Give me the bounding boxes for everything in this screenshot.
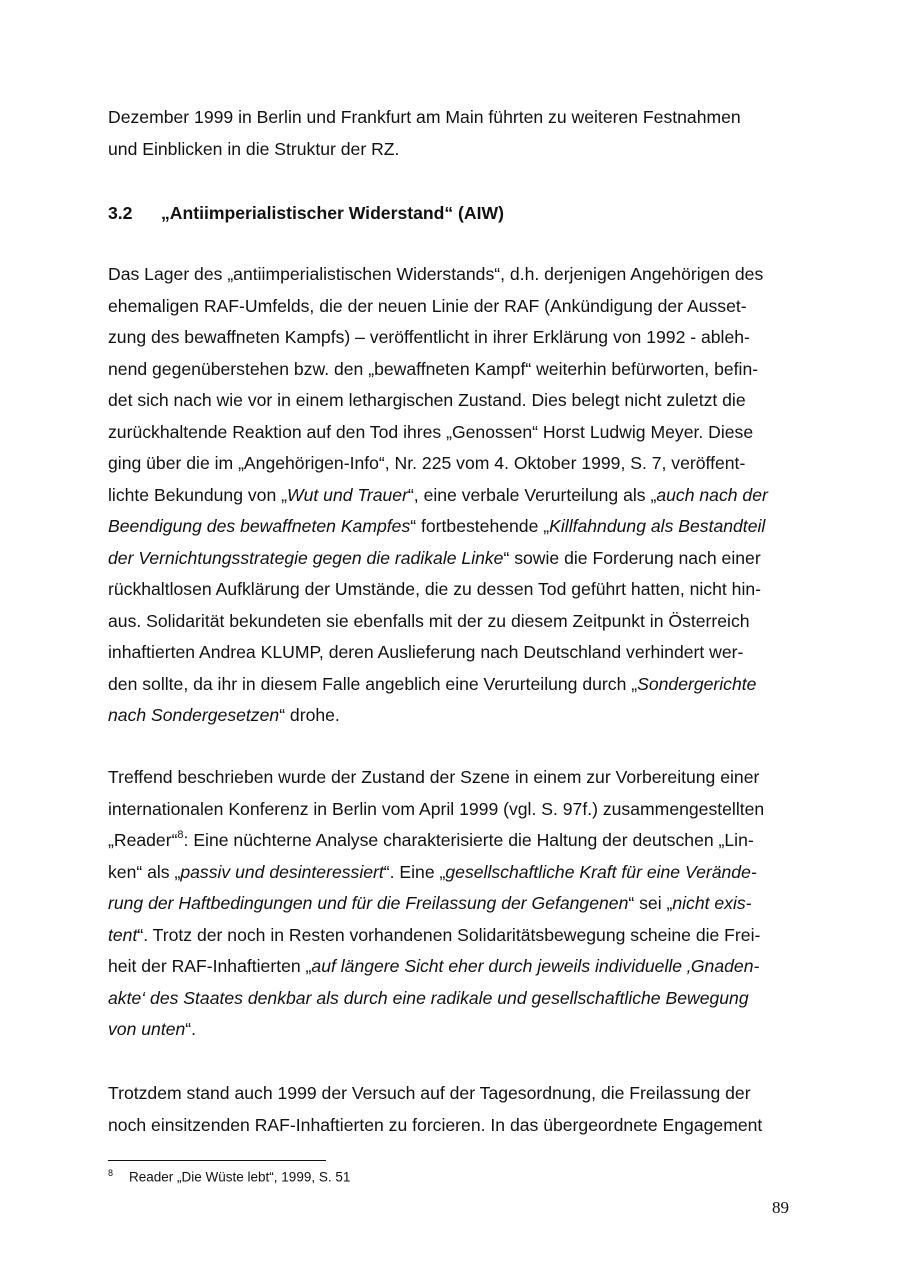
footnote [108, 1168, 350, 1185]
footnote-text: Reader „Die Wüste lebt“, 1999, S. 51 [129, 1169, 351, 1185]
text-line: nach Sondergesetzen“ drohe. [108, 705, 340, 725]
footnote-reference[interactable]: 8 [177, 829, 184, 842]
paragraph-1 [108, 259, 768, 732]
section-title: „Antiimperialistischer Widerstand“ (AIW) [161, 203, 504, 223]
text-line: rung der Haftbedingungen und für die Freilassung der Gefangenen“ sei „nicht exis- [108, 893, 752, 913]
quote-italic: der Vernichtungsstrategie gegen die radikale Linke [108, 547, 504, 568]
text-line: tent“. Trotz der noch in Resten vorhandenen Solidaritätsbewegung scheine die Frei- [108, 924, 761, 945]
quote-italic: auf längere Sicht eher durch jeweils individuelle ‚Gnaden- [311, 956, 760, 976]
quote-italic: gesellschaftliche Kraft für eine Verände- [445, 861, 757, 882]
text-line: Trotzdem stand auch 1999 der Versuch auf der Tagesordnung, die Freilassung der [108, 1083, 751, 1103]
text-line [108, 983, 764, 1015]
text-line: ken“ als „passiv und desinteressiert“. Eine „gesellschaftliche Kraft für eine Verände- [108, 861, 757, 882]
page-number: 89 [772, 1198, 789, 1217]
text-line: „Reader“$^8$: Eine nüchterne Analyse charakterisierte die Haltung der deutschen „Lin- [108, 829, 754, 850]
quote-italic: Beendigung des bewaffneten Kampfes [108, 516, 411, 536]
text-line: heit der RAF-Inhaftierten „auf längere Sicht eher durch jeweils individuelle ‚Gnaden- [108, 956, 760, 976]
text-line: lichte Bekundung von „Wut und Trauer“, eine verbale Verurteilung als „auch nach der [108, 484, 768, 505]
text-line: von unten“. [108, 1019, 197, 1039]
text-line: internationalen Konferenz in Berlin vom April 1999 (vgl. S. 97f.) zusammengestellten [108, 798, 765, 819]
section-heading [108, 198, 504, 230]
text-line: Beendigung des bewaffneten Kampfes“ fortbestehende „Killfahndung als Bestandteil [108, 516, 766, 536]
text-line: zurückhaltende Reaktion auf den Tod ihres „Genossen“ Horst Ludwig Meyer. Diese [108, 421, 754, 442]
footnote-number: 8 [108, 1168, 114, 1178]
text-line: ehemaligen RAF-Umfelds, die der neuen Linie der RAF (Ankündigung der Ausset- [108, 295, 747, 316]
quote-italic: Sondergerichte [637, 673, 757, 694]
text-line: den sollte, da ihr in diesem Falle angeblich eine Verurteilung durch „Sondergerichte [108, 673, 757, 694]
quote-italic: nach Sondergesetzen [108, 705, 280, 725]
quote-italic: auch nach der [656, 484, 768, 505]
quote-italic: Killfahndung als Bestandteil [549, 516, 766, 536]
quote-italic: akte‘ des Staates denkbar als durch eine radikale und gesellschaftliche Bewegung [108, 987, 749, 1008]
text-line: ging über die im „Angehörigen-Info“, Nr. 225 vom 4. Oktober 1999, S. 7, veröffent- [108, 453, 746, 473]
footnote-separator [108, 1160, 326, 1161]
text-line: aus. Solidarität bekundeten sie ebenfalls mit der zu diesem Zeitpunkt in Österreich [108, 610, 750, 631]
quote-italic: Wut und Trauer [287, 484, 408, 505]
text-line: rückhaltlosen Aufklärung der Umstände, die zu dessen Tod geführt hatten, nicht hin- [108, 579, 761, 599]
text-line: noch einsitzenden RAF-Inhaftierten zu forcieren. In das übergeordnete Engagement [108, 1114, 763, 1135]
quote-italic: rung der Haftbedingungen und für die Freilassung der Gefangenen [108, 893, 629, 913]
text-line: Dezember 1999 in Berlin und Frankfurt am Main führten zu weiteren Festnahmen [108, 107, 741, 127]
text-line: der Vernichtungsstrategie gegen die radikale Linke“ sowie die Forderung nach einer [108, 547, 761, 568]
quote-italic: tent [108, 924, 138, 945]
intro-paragraph [108, 102, 741, 165]
paragraph-2 [108, 762, 764, 1046]
quote-italic: passiv und desinteressiert [180, 861, 384, 882]
text-line: Treffend beschrieben wurde der Zustand der Szene in einem zur Vorbereitung einer [108, 767, 760, 787]
paragraph-3 [108, 1078, 762, 1141]
text-line: inhaftierten Andrea KLUMP, deren Auslieferung nach Deutschland verhindert wer- [108, 642, 744, 662]
section-number: 3.2 [108, 203, 133, 223]
text-line: Das Lager des „antiimperialistischen Widerstands“, d.h. derjenigen Angehörigen des [108, 264, 764, 284]
text-line: zung des bewaffneten Kampfs) – veröffentlicht in ihrer Erklärung von 1992 - ableh- [108, 327, 750, 347]
text-line: und Einblicken in die Struktur der RZ. [108, 138, 400, 159]
text-line: nend gegenüberstehen bzw. den „bewaffneten Kampf“ weiterhin befürworten, befin- [108, 358, 759, 379]
quote-italic: nicht exis- [672, 893, 752, 913]
quote-italic: von unten [108, 1019, 186, 1039]
text-line: det sich nach wie vor in einem lethargischen Zustand. Dies belegt nicht zuletzt die [108, 390, 746, 410]
